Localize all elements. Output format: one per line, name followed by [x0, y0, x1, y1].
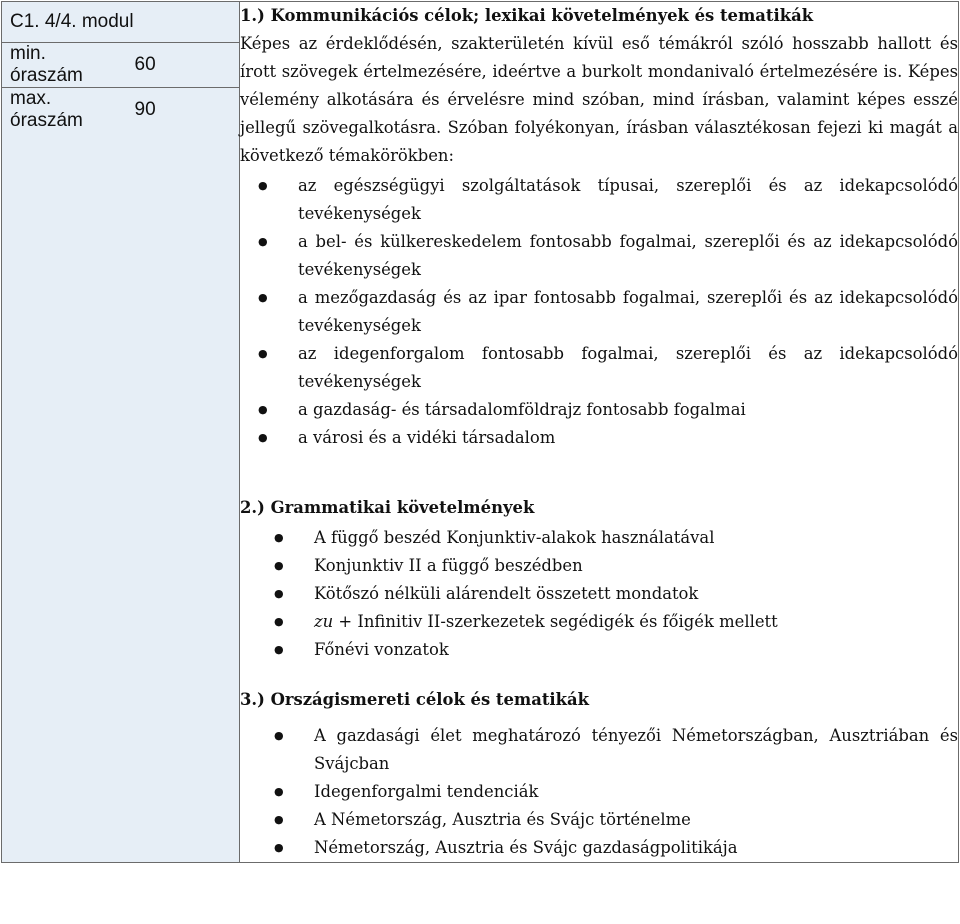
module-content — [240, 2, 959, 863]
section3-heading: 3.) Országismereti célok és tematikák — [240, 690, 589, 709]
list-item: ● Idegenforgalmi tendenciák — [240, 778, 958, 806]
module-meta-panel — [2, 2, 240, 863]
meta-table — [2, 2, 239, 132]
list-item: ● az idegenforgalom fontosabb fogalmai, szereplői és az idekapcsolódó tevékenységek — [240, 340, 958, 396]
list-item: ● Kötőszó nélküli alárendelt összetett mondatok — [240, 580, 958, 608]
list-item: ● a gazdaság- és társadalomföldrajz fontosabb fogalmai — [240, 396, 958, 424]
section1-heading: 1.) Kommunikációs célok; lexikai követelmények és tematikák — [240, 6, 814, 25]
list-item: ● A gazdasági élet meghatározó tényezői Németországban, Ausztriában és Svájcban — [240, 722, 958, 778]
section3-list — [240, 722, 958, 862]
max-hours-value: 90 — [121, 88, 240, 133]
list-item: ● a mezőgazdaság és az ipar fontosabb fogalmai, szereplői és az idekapcsolódó tevékenységek — [240, 284, 958, 340]
list-item: ● az egészségügyi szolgáltatások típusai, szereplői és az idekapcsolódó tevékenységek — [240, 172, 958, 228]
section2-heading: 2.) Grammatikai követelmények — [240, 498, 535, 517]
list-item: ● A függő beszéd Konjunktiv-alakok használatával — [240, 524, 958, 552]
list-item: ● Konjunktiv II a függő beszédben — [240, 552, 958, 580]
section2-list — [240, 524, 958, 664]
section1-text-a: Képes az érdeklődésén, szakterületén kívül eső témákról szóló hosszabb hallott és írott szövegek értelmezésére, ideértve a burkolt mondanivaló értelmezésére is. Képes vélemény alkotására és érvelésre mind szóban, mind írásban, valamint képes esszé jellegű szövegalkotásra. — [240, 34, 958, 137]
section-country-studies — [240, 686, 958, 862]
zu-term: zu — [314, 612, 334, 631]
list-item: ● a bel- és külkereskedelem fontosabb fogalmai, szereplői és az idekapcsolódó tevékenységek — [240, 228, 958, 284]
section1-paragraph — [240, 30, 958, 170]
min-hours-label: min. óraszám — [2, 43, 121, 88]
list-item: ● Főnévi vonzatok — [240, 636, 958, 664]
list-item: ● a városi és a vidéki társadalom — [240, 424, 958, 452]
section1-text-b: Szóban folyékonyan, írásban választékosan fejezi ki magát a következő témakörökben: — [240, 118, 959, 165]
zu-rest: + Infinitiv II-szerkezetek segédigék és főigék mellett — [333, 612, 778, 631]
min-hours-value: 60 — [121, 43, 240, 88]
section1-list — [240, 172, 958, 452]
module-table — [1, 1, 959, 863]
list-item: ● A Németország, Ausztria és Svájc történelme — [240, 806, 958, 834]
module-code: C1. 4/4. modul — [2, 2, 239, 43]
list-item — [240, 608, 958, 636]
list-item: ● Németország, Ausztria és Svájc gazdaságpolitikája — [240, 834, 958, 862]
section-grammar — [240, 494, 958, 686]
section-communication — [240, 2, 958, 494]
max-hours-label: max. óraszám — [2, 88, 121, 133]
